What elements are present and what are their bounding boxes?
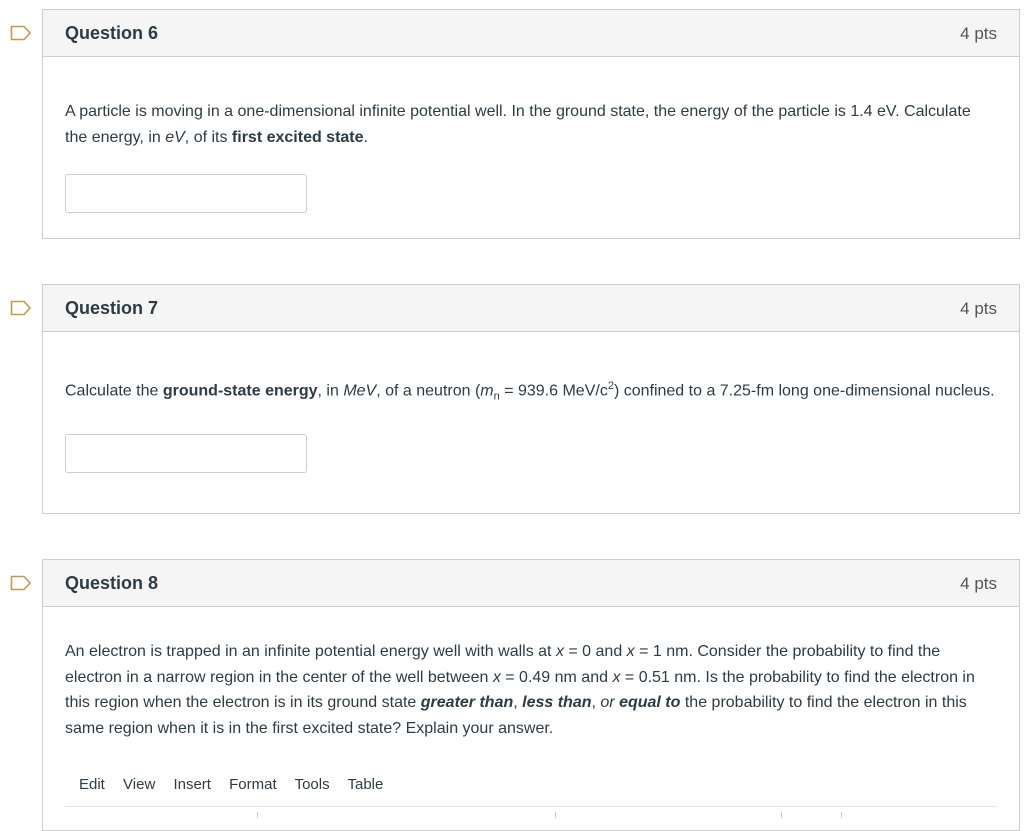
question-text: Calculate the ground-state energy, in MeV, of a neutron ($m_n = 939.6$ MeV/$c^2$) confined to a 7.25-fm long one-dimensional nucleus.	[65, 380, 995, 403]
editor-menu-bar	[79, 776, 397, 793]
menu-format[interactable]: Format	[229, 776, 277, 793]
menu-edit[interactable]: Edit	[79, 776, 105, 793]
question-title: Question 6	[65, 23, 159, 43]
menu-view[interactable]: View	[123, 776, 156, 793]
question-points: 4 pts	[960, 24, 997, 43]
answer-input[interactable]	[65, 434, 307, 473]
flag-icon[interactable]	[10, 25, 32, 41]
menu-table[interactable]: Table	[347, 776, 384, 793]
question-title: Question 7	[65, 298, 159, 318]
flag-icon[interactable]	[10, 300, 32, 316]
question-points: 4 pts	[960, 574, 997, 593]
question-points: 4 pts	[960, 299, 997, 318]
menu-tools[interactable]: Tools	[294, 776, 330, 793]
toolbar-separator	[781, 812, 782, 818]
question-6-card	[42, 9, 1020, 239]
question-7-card	[42, 284, 1020, 514]
question-title: Question 8	[65, 573, 159, 593]
question-header	[43, 10, 1019, 57]
answer-input[interactable]	[65, 174, 307, 213]
toolbar-separator	[257, 812, 258, 818]
editor-divider	[65, 806, 997, 807]
flag-icon[interactable]	[10, 575, 32, 591]
question-text: An electron is trapped in an infinite potential energy well with walls at x = 0 and x = 1 nm. Consider the probability to find the electron in a narrow region in the center of the well between x = 0.49 nm and x = 0.51 nm. Is the probability to find the electron in this region when the electron is in its ground state greater than, less than, or equal to the probability to find the electron in this same region when it is in the first excited state? Explain your answer.	[65, 643, 975, 737]
toolbar-separator	[841, 812, 842, 818]
menu-insert[interactable]: Insert	[173, 776, 211, 793]
question-header	[43, 285, 1019, 332]
question-header	[43, 560, 1019, 607]
question-text: A particle is moving in a one-dimensional infinite potential well. In the ground state, the energy of the particle is 1.4 eV. Calculate the energy, in eV, of its first excited state.	[65, 103, 971, 146]
toolbar-separator	[555, 812, 556, 818]
question-8-card	[42, 559, 1020, 831]
